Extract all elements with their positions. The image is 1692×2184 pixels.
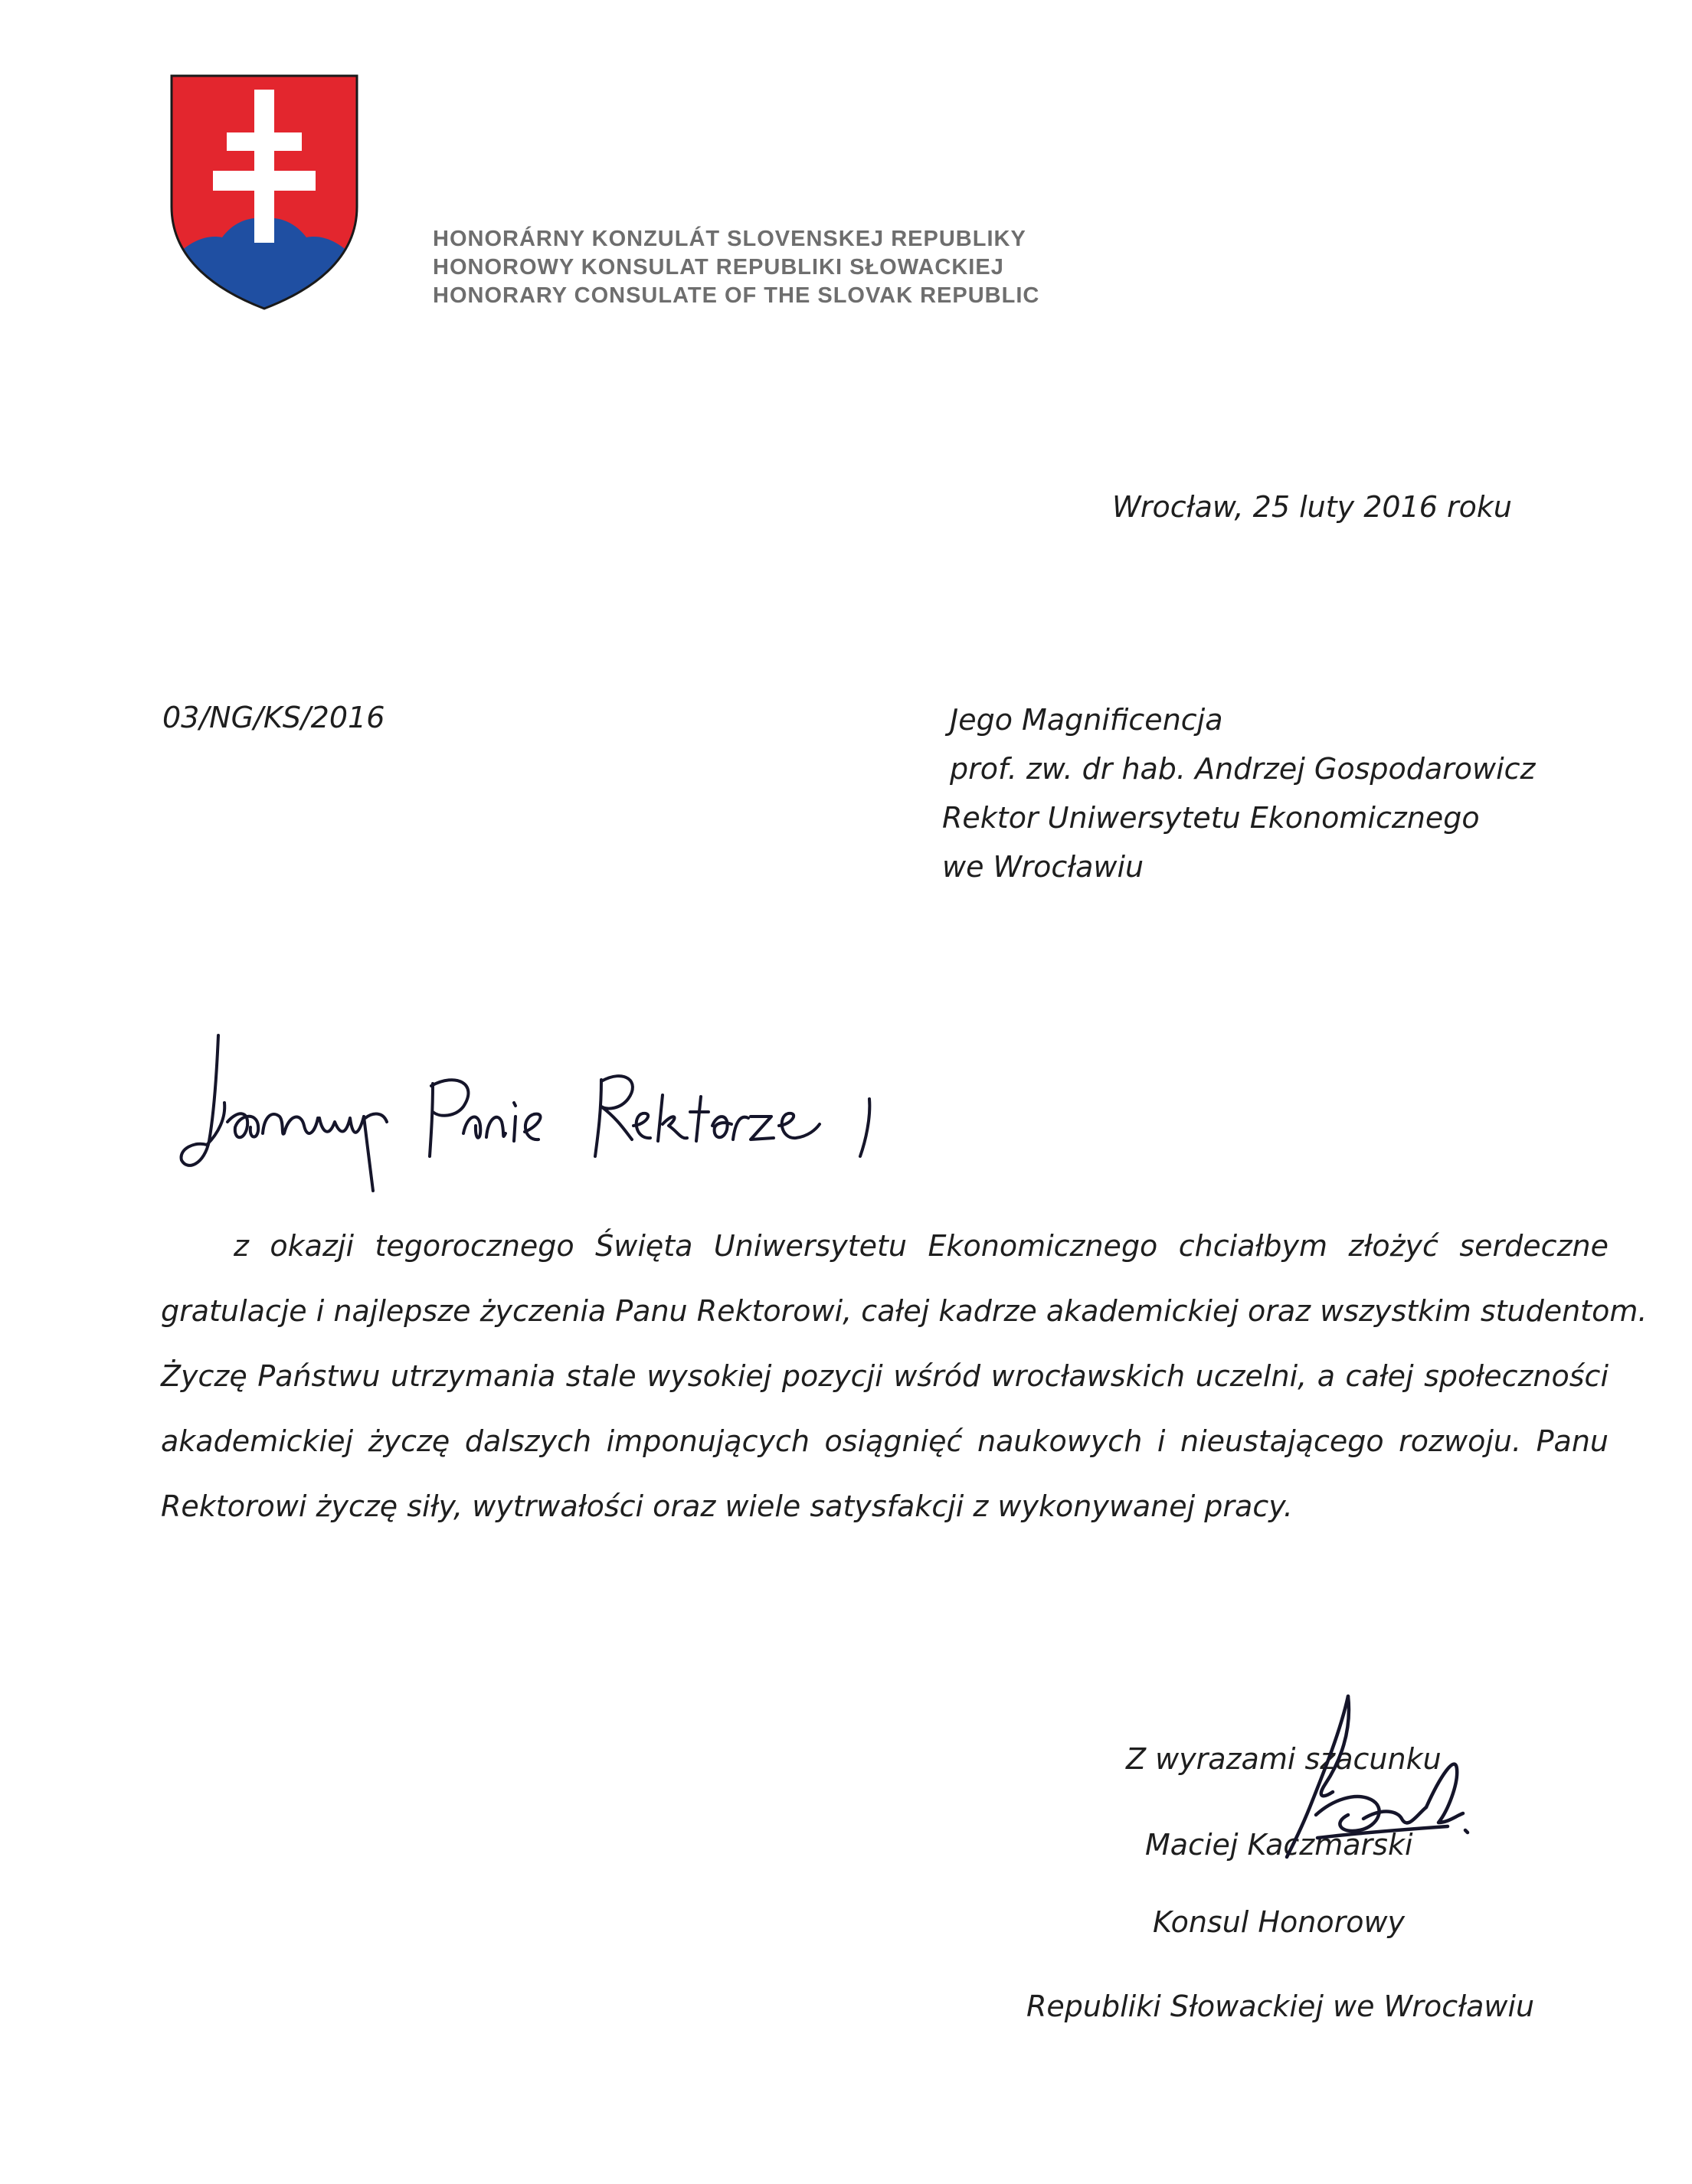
recipient-line: Rektor Uniwersytetu Ekonomicznego bbox=[942, 801, 1480, 835]
place-date: Wrocław, 25 luty 2016 roku bbox=[1112, 490, 1512, 524]
signatory-name: Maciej Kaczmarski bbox=[1145, 1828, 1413, 1862]
body-line: gratulacje i najlepsze życzenia Panu Rektorowi, całej kadrze akademickiej oraz wszystkim studentom. bbox=[161, 1294, 1648, 1328]
recipient-line: prof. zw. dr hab. Andrzej Gospodarowicz bbox=[950, 752, 1536, 786]
handwritten-signature bbox=[1226, 1685, 1471, 1884]
letterhead-line-english: HONORARY CONSULATE OF THE SLOVAK REPUBLIC bbox=[433, 283, 1040, 308]
letterhead-line-polish: HONOROWY KONSULAT REPUBLIKI SŁOWACKIEJ bbox=[433, 255, 1004, 280]
closing-regards: Z wyrazami szacunku bbox=[1126, 1742, 1442, 1776]
signatory-institution: Republiki Słowackiej we Wrocławiu bbox=[1026, 1989, 1535, 2023]
body-line: Rektorowi życzę siły, wytrwałości oraz wiele satysfakcji z wykonywanej pracy. bbox=[161, 1489, 1293, 1523]
slovak-coat-of-arms-icon bbox=[169, 73, 360, 312]
signatory-title: Konsul Honorowy bbox=[1153, 1905, 1406, 1939]
body-line: Życzę Państwu utrzymania stale wysokiej pozycji wśród wrocławskich uczelni, a całej społeczności bbox=[161, 1359, 1609, 1393]
recipient-line: Jego Magnificencja bbox=[950, 703, 1223, 737]
recipient-line: we Wrocławiu bbox=[942, 850, 1144, 884]
handwritten-salutation bbox=[172, 1026, 908, 1218]
reference-number: 03/NG/KS/2016 bbox=[162, 701, 385, 734]
letterhead-line-slovak: HONORÁRNY KONZULÁT SLOVENSKEJ REPUBLIKY bbox=[433, 227, 1026, 251]
body-line: akademickiej życzę dalszych imponujących osiągnięć naukowych i nieustającego rozwoju. Panu bbox=[161, 1424, 1609, 1458]
body-line: z okazji tegorocznego Święta Uniwersytetu Ekonomicznego chciałbym złożyć serdeczne bbox=[234, 1229, 1609, 1263]
